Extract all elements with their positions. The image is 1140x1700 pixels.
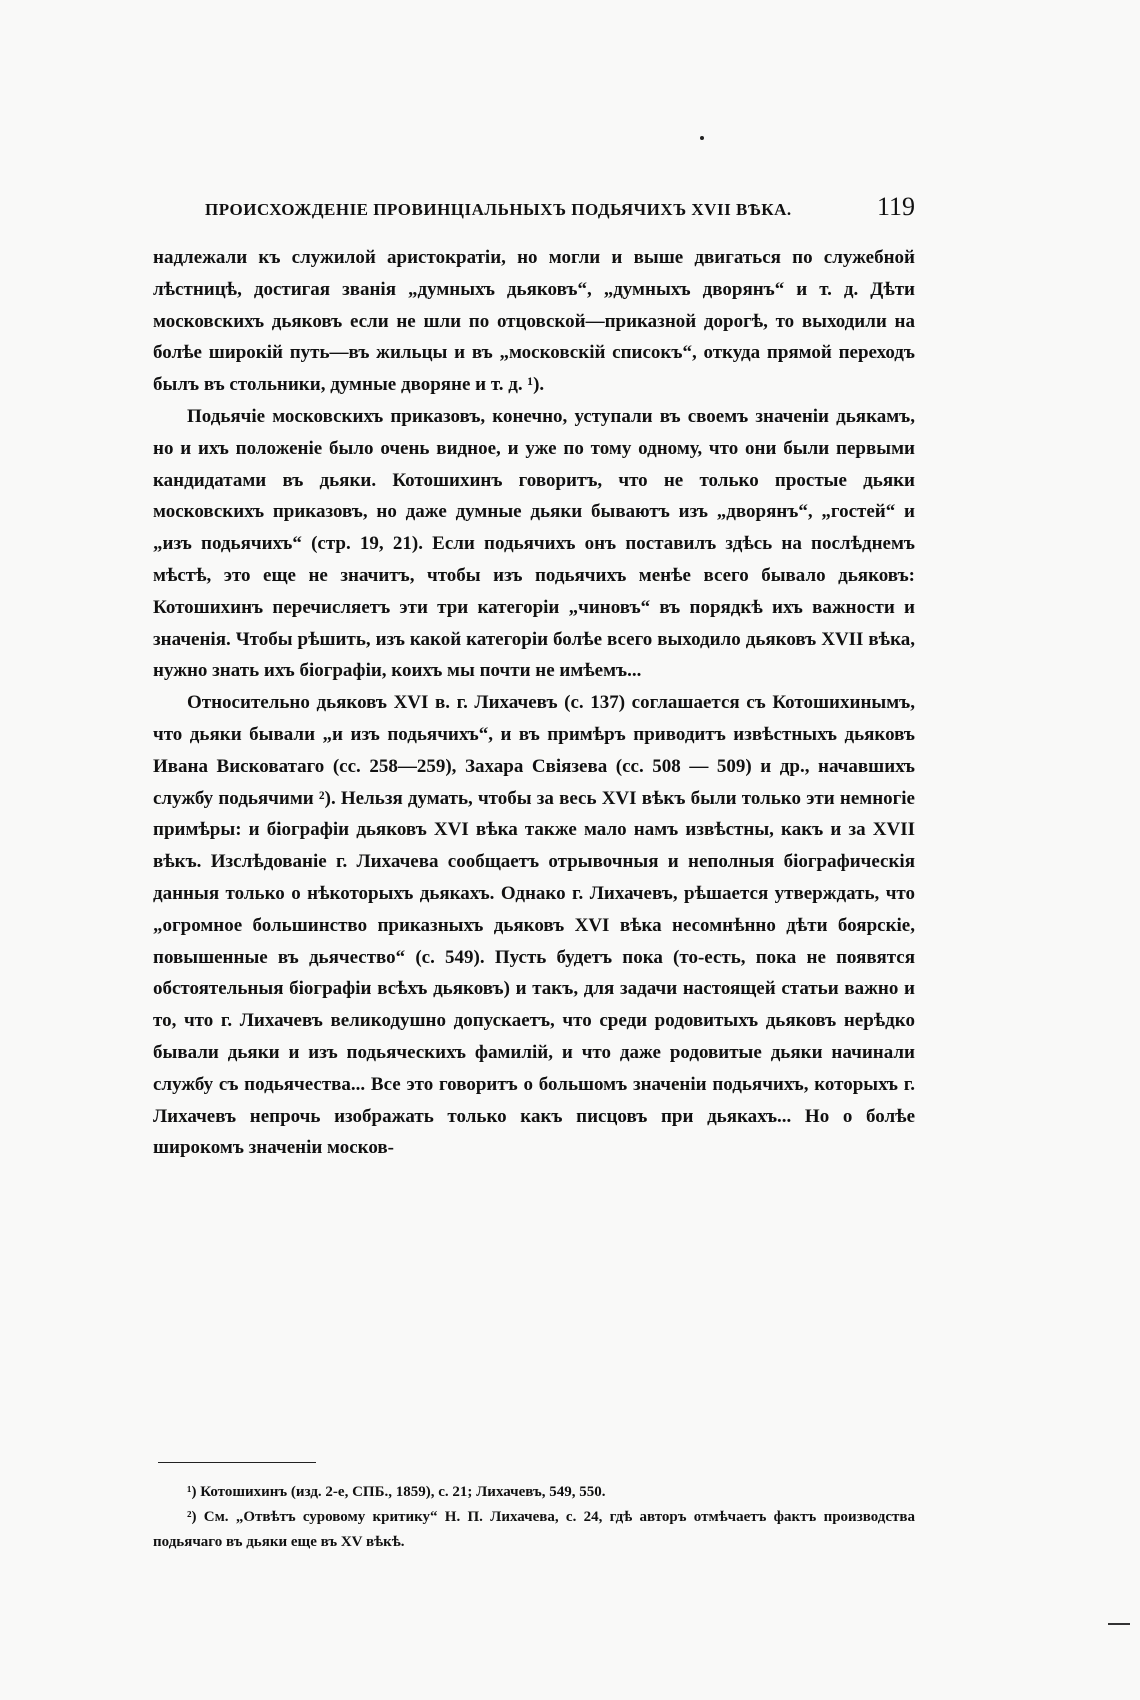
- page-header: [205, 192, 915, 232]
- paragraph: Подьячіе московскихъ приказовъ, конечно, уступали въ своемъ значеніи дьякамъ, но и ихъ положеніе было очень видное, и уже по тому одному, что они были первыми кандидатами въ дьяки. Котошихинъ говоритъ, что не только простые дьяки московскихъ приказовъ, но даже думные дьяки бываютъ изъ „дворянъ“, „гостей“ и „изъ подьячихъ“ (стр. 19, 21). Если подьячихъ онъ поставилъ здѣсь на послѣднемъ мѣстѣ, это еще не значитъ, чтобы изъ подьячихъ менѣе всего бывало дьяковъ: Котошихинъ перечисляетъ эти три категоріи „чиновъ“ въ порядкѣ ихъ важности и значенія. Чтобы рѣшить, изъ какой категоріи болѣе всего выходило дьяковъ XVII вѣка, нужно знать ихъ біографіи, коихъ мы почти не имѣемъ...: [153, 405, 915, 682]
- paragraph: надлежали къ служилой аристократіи, но могли и выше двигаться по служебной лѣстницѣ, достигая званія „думныхъ дьяковъ“, „думныхъ дворянъ“ и т. д. Дѣти московскихъ дьяковъ если не шли по отцовской—приказной дорогѣ, то выходили на болѣе широкій путь—въ жильцы и въ „московскій списокъ“, откуда прямой переходъ былъ въ стольники, думные дворяне и т. д. ¹).: [153, 247, 915, 396]
- running-title: ПРОИСХОЖДЕНІЕ ПРОВИНЦІАЛЬНЫХЪ ПОДЬЯЧИХЪ XVII ВѢКА.: [205, 200, 792, 219]
- footnote: ¹) Котошихинъ (изд. 2-е, СПБ., 1859), с. 21; Лихачевъ, 549, 550.: [187, 1484, 606, 1500]
- print-speck: [700, 136, 704, 140]
- page-number: 119: [876, 192, 915, 221]
- scan-edge-mark: [1108, 1623, 1130, 1625]
- body-text: [153, 242, 915, 1164]
- footnote: ²) См. „Отвѣтъ суровому критику“ Н. П. Лихачева, с. 24, гдѣ авторъ отмѣчаетъ фактъ производства подьячаго въ дьяки еще въ XV вѣкѣ.: [153, 1509, 915, 1550]
- footnote-divider: [158, 1462, 316, 1463]
- paragraph: Относительно дьяковъ XVI в. г. Лихачевъ (с. 137) соглашается съ Котошихинымъ, что дьяки бывали „и изъ подьячихъ“, и въ примѣръ приводитъ извѣстныхъ дьяковъ Ивана Висковатаго (сс. 258—259), Захара Свіязева (сс. 508 — 509) и др., начавшихъ службу подьячими ²). Нельзя думать, чтобы за весь XVI вѣкъ были только эти немногіе примѣры: и біографіи дьяковъ XVI вѣка также мало намъ извѣстны, какъ и за XVII вѣкъ. Изслѣдованіе г. Лихачева сообщаетъ отрывочныя и неполныя біографическія данныя только о нѣкоторыхъ дьякахъ. Однако г. Лихачевъ, рѣшается утверждать, что „огромное большинство приказныхъ дьяковъ XVI вѣка несомнѣнно дѣти боярскіе, повышенные въ дьячество“ (с. 549). Пусть будетъ пока (то-есть, пока не появятся обстоятельныя біографіи всѣхъ дьяковъ) и такъ, для задачи настоящей статьи важно и то, что г. Лихачевъ великодушно допускаетъ, что среди родовитыхъ дьяковъ нерѣдко бывали дьяки и изъ подьяческихъ фамилій, и что даже родовитые дьяки начинали службу съ подьячества... Все это говоритъ о большомъ значеніи подьячихъ, которыхъ г. Лихачевъ непрочь изображать только какъ писцовъ при дьякахъ... Но о болѣе широкомъ значеніи москов-: [153, 692, 915, 1159]
- footnotes: [153, 1480, 915, 1555]
